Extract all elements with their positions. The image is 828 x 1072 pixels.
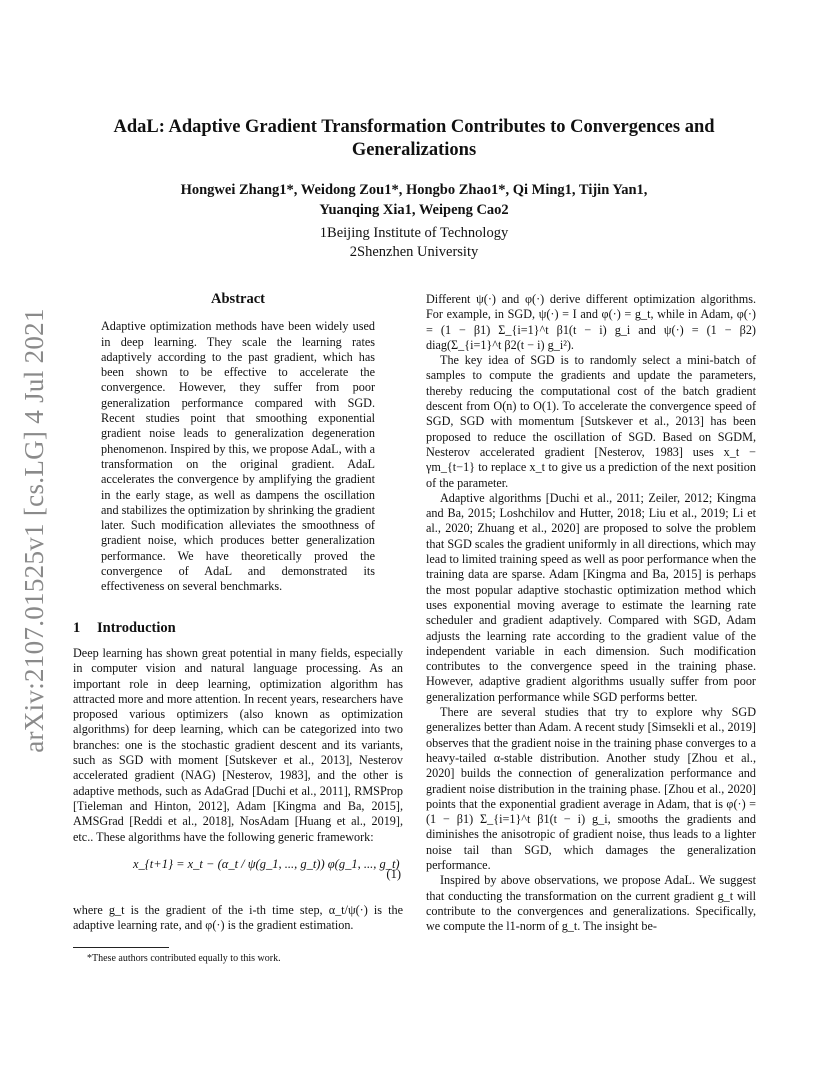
equation-number: (1): [386, 866, 401, 881]
right-paragraph-0: Different ψ(·) and φ(·) derive different optimization algorithms. For example, in SGD, ψ(·) = I and φ(·) = g_t, while in Adam, φ(·) = (1 − β1) Σ_{i=1}^t β1(t − i) g_i and ψ(·) = (1 − β2) diag(Σ_{i=1}^t β2(t − i) g_i²).: [426, 292, 756, 352]
abstract-text: Adaptive optimization methods have been widely used in deep learning. They scale the learning rates adaptively according to the past gradient, which has been shown to be effective to accelerate the convergence. However, they suffer from poor generalization performance compared with SGD. Recent studies point that smoothing exponential gradient noise leads to generalization degeneration phenomenon. Inspired by this, we propose AdaL, with a transformation on the original gradient. AdaL accelerates the convergence by amplifying the gradient in the early stage, as well as dampens the oscillation and stabilizes the optimization by shrinking the gradient later. Such modification alleviates the smoothness of gradient noise, which produces better generalization performance. We have theoretically proved the convergence of AdaL and demonstrated its effectiveness on several benchmarks.: [101, 319, 375, 594]
author-list: [80, 180, 748, 220]
affiliation-1: 1Beijing Institute of Technology: [319, 225, 509, 241]
right-paragraph-3: There are several studies that try to explore why SGD generalizes better than Adam. A recent study [Simsekli et al., 2019] observes that the gradient noise in the training phase converges to a heavy-tailed α-stable distribution. Another study [Zhou et al., 2020] builds the connection of generalization performance and gradient noise distribution in the training phase. [Zhou et al., 2020] points that the exponential gradient average in Adam, that is φ(·) = (1 − β1) Σ_{i=1}^t β1(t − i) g_i, smooths the gradients and diminishes the anisotropic of gradient noise, thus leads to a lighter noise tail than SGD, which damages the generalization performance.: [426, 705, 756, 872]
footnote: *These authors contributed equally to this work.: [87, 953, 281, 965]
authors-line-1: Hongwei Zhang1*, Weidong Zou1*, Hongbo Zhao1*, Qi Ming1, Tijin Yan1,: [180, 182, 648, 198]
section-number: 1: [73, 619, 81, 636]
right-paragraph-2: Adaptive algorithms [Duchi et al., 2011; Zeiler, 2012; Kingma and Ba, 2015; Loshchilov and Hutter, 2018; Liu et al., 2019; Li et al., 2020; Zhuang et al., 2020] are proposed to solve the problem that SGD scales the gradient uniformly in all directions, which may lead to limited training speed as well as poor performance when the training data are sparse. Adam [Kingma and Ba, 2015] is perhaps the most popular adaptive stochastic optimization method which uses exponential moving average to estimate the learning rate scheduler and gradient adaptively. Compared with SGD, Adam adjusts the learning rate according to the gradient value of the independent variable in each dimension. Such modification contributes to the convergence speed in the training phase. However, adaptive gradient algorithms usually suffer from poor generalization performance while SGD performs better.: [426, 490, 756, 704]
intro-paragraph-2: where g_t is the gradient of the i-th time step, α_t/ψ(·) is the adaptive learning rate, and φ(·) is the gradient estimation.: [73, 902, 403, 933]
equation-1: [73, 853, 403, 897]
affiliations: [80, 224, 748, 262]
right-paragraph-4: Inspired by above observations, we propose AdaL. We suggest that conducting the transformation on the current gradient g_t will contribute to the convergences and generalizations. Specifically, we compute the l1-norm of g_t. The insight be-: [426, 873, 756, 934]
section-heading: [73, 621, 403, 636]
paper-title: AdaL: Adaptive Gradient Transformation Contributes to Convergences and Generalizations: [113, 117, 715, 160]
arxiv-stamp: arXiv:2107.01525v1 [cs.LG] 4 Jul 2021: [18, 307, 49, 753]
footnote-divider: [73, 947, 169, 948]
authors-line-2: Yuanqing Xia1, Weipeng Cao2: [319, 202, 509, 218]
intro-paragraph-1: Deep learning has shown great potential in many fields, especially in computer vision and natural language processing. As an important role in deep learning, optimization algorithm has attracted more and more attention. In recent years, researchers have proposed various optimizers (also known as optimization algorithms) for deep learning, which can be categorized into two branches: one is the stochastic gradient descent and its variants, such as SGD with moment [Sutskever et al., 2013], Nesterov accelerated gradient (NAG) [Nesterov, 1983], and the other is adaptive methods, such as AdaGrad [Duchi et al., 2011], RMSProp [Tieleman and Hinton, 2012], Adam [Kingma and Ba, 2015], AMSGrad [Reddi et al., 2018], NosAdam [Huang et al., 2019], etc.. These algorithms have the following generic framework:: [73, 645, 403, 844]
abstract-body: [73, 319, 403, 594]
right-column: [426, 292, 756, 934]
right-paragraph-1: The key idea of SGD is to randomly select a mini-batch of samples to compute the gradients and update the parameters, thereby reducing the computational cost of the batch gradient descent from O(n) to O(1). To accelerate the convergence speed of SGD, SGD with momentum [Sutskever et al., 2013] has been proposed to reduce the oscillation of SGD. Based on SGDM, Nesterov accelerated gradient [Nesterov, 1983] uses x_t − γm_{t−1} to replace x_t to give us a prediction of the next position of the parameter.: [426, 353, 756, 490]
affiliation-2: 2Shenzhen University: [349, 244, 479, 260]
section-title: Introduction: [97, 619, 176, 636]
left-column: [73, 292, 403, 965]
equation-body: x_{t+1} = x_t − (α_t / ψ(g_1, ..., g_t)) φ(g_1, ..., g_t): [133, 856, 400, 871]
abstract-heading: Abstract: [211, 291, 265, 307]
